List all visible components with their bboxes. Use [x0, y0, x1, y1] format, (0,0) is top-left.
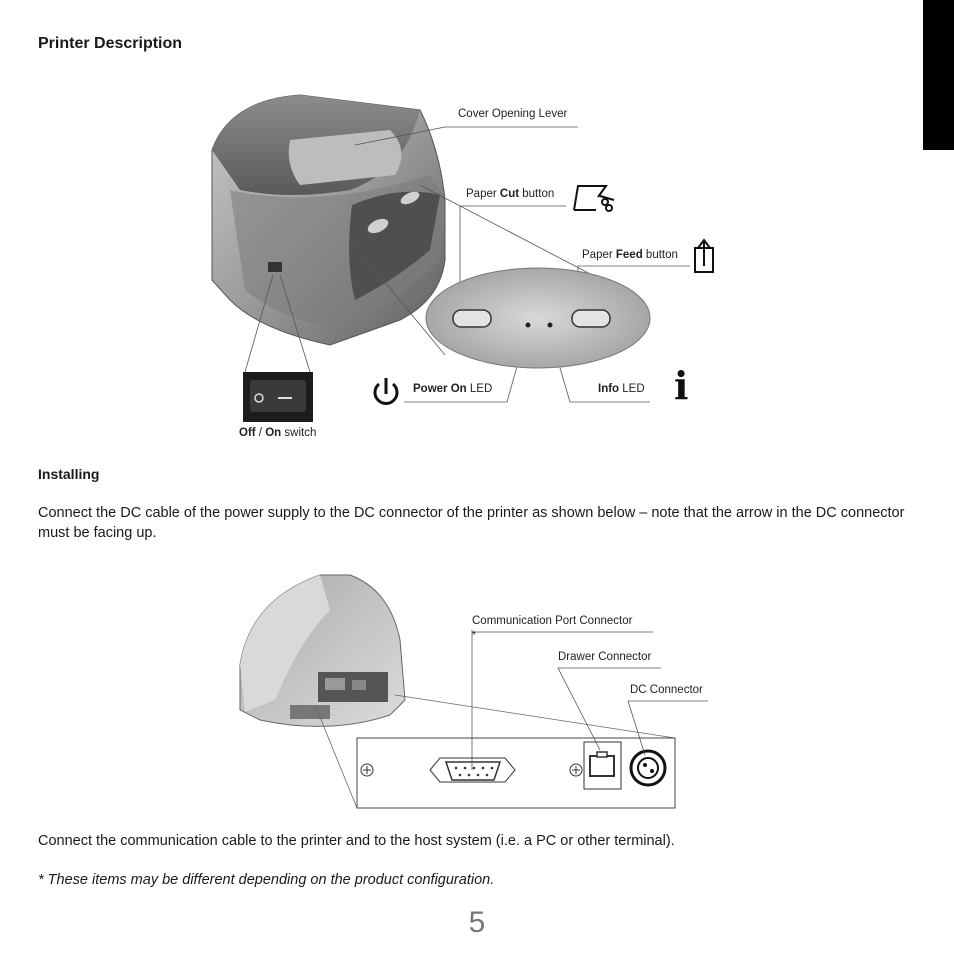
- communication-port-label: Communication Port Connector: [472, 615, 633, 627]
- off-on-switch-label: [239, 427, 316, 439]
- power-icon: [375, 378, 397, 403]
- feed-label-bold: Feed: [615, 249, 643, 261]
- off-on-switch-closeup: [243, 372, 313, 422]
- dc-cable-paragraph: Connect the DC cable of the power supply to the DC connector of the printer as shown below – note that the arrow in the DC connector must be facing up.: [38, 505, 905, 541]
- info-label-bold: Info: [598, 383, 620, 395]
- asterisk-mark: *: [472, 630, 476, 641]
- feed-label-pre: Paper: [582, 249, 616, 261]
- printer-front-illustration: [212, 95, 445, 345]
- drawer-connector-label: Drawer Connector: [558, 651, 652, 663]
- feed-label-post: button: [642, 249, 678, 261]
- paper-feed-button-label: [582, 249, 678, 261]
- dc-connector-label: DC Connector: [630, 684, 703, 696]
- power-label-bold: Power On: [413, 383, 467, 395]
- section-title: Printer Description: [38, 35, 183, 52]
- installing-heading: Installing: [38, 466, 100, 482]
- printer-rear-illustration: [240, 575, 405, 726]
- switch-label-post: switch: [281, 427, 317, 439]
- cover-opening-lever-label: Cover Opening Lever: [458, 108, 568, 120]
- info-label-post: LED: [619, 383, 645, 395]
- cut-label-pre: Paper: [466, 188, 500, 200]
- off-label: Off: [239, 427, 256, 439]
- paper-feed-icon: [695, 240, 713, 272]
- communication-cable-paragraph: Connect the communication cable to the printer and to the host system (i.e. a PC or other terminal).: [38, 833, 675, 849]
- power-on-led-label: [413, 383, 492, 395]
- page-number: 5: [468, 906, 486, 939]
- control-panel-closeup: [426, 268, 650, 368]
- power-label-post: LED: [466, 383, 493, 395]
- paper-cut-icon: [574, 186, 614, 211]
- slash-label: /: [255, 427, 266, 439]
- paper-cut-button-label: [466, 188, 554, 200]
- cut-label-post: button: [519, 188, 555, 200]
- footnote: * These items may be different depending on the product configuration.: [38, 872, 495, 888]
- cut-label-bold: Cut: [499, 188, 520, 200]
- info-icon: i: [674, 363, 689, 408]
- info-led-label: [598, 383, 645, 395]
- on-label: On: [265, 427, 282, 439]
